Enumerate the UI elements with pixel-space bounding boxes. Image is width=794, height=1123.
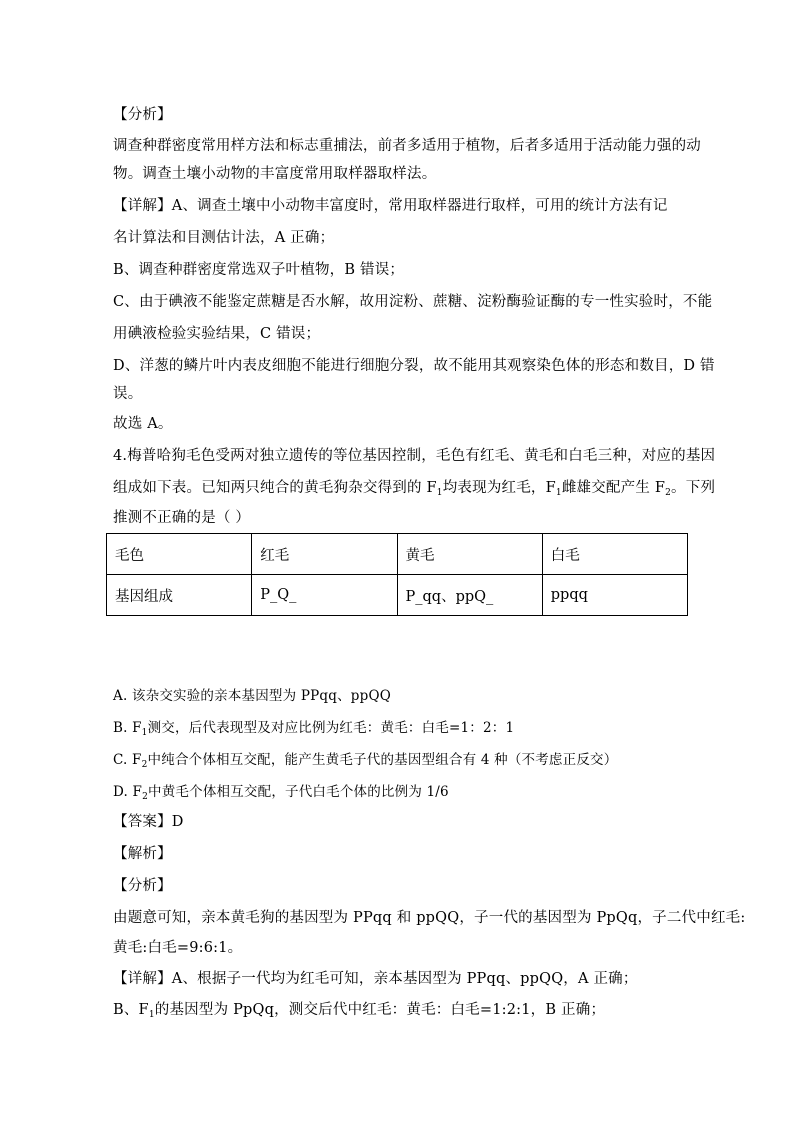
table-cell: 红毛 [252,534,397,575]
explanation-heading: 【解析】 [113,846,172,862]
table-cell: P_Q_ [252,575,397,616]
detail-text-l4: C、由于碘液不能鉴定蔗糖是否水解，故用淀粉、蔗糖、淀粉酶验证酶的专一性实验时，不能 [113,294,713,310]
analysis2-l2: 黄毛:白毛=9:6:1。 [113,940,243,956]
analysis2-l1: 由题意可知，亲本黄毛狗的基因型为 PPqq 和 ppQQ，子一代的基因型为 PpQq，子二代中红毛: [113,910,746,926]
table-cell: 黄毛 [397,534,542,575]
detail-text-l6: D、洋葱的鳞片叶内表皮细胞不能进行细胞分裂，故不能用其观察染色体的形态和数目，D 错 [113,358,715,374]
analysis-heading-2: 【分析】 [113,878,172,894]
table-row [107,575,688,616]
analysis-heading: 【分析】 [113,107,172,123]
table-cell: 基因组成 [107,575,252,616]
detail-text-l3: B、调查种群密度常选双子叶植物，B 错误； [113,262,405,278]
table-cell: 毛色 [107,534,252,575]
option-b: B. $F_1$测交，后代表现型及对应比例为红毛：黄毛：白毛=1：2：1 [113,720,515,738]
detail-text-l5: 用碘液检验实验结果，C 错误； [113,326,321,342]
detail-text-l2: 名计算法和目测估计法，A 正确； [113,230,335,246]
conclusion-text: 故选 A。 [113,416,173,432]
question-stem-l3: 推测不正确的是（ ） [113,510,251,526]
analysis2-l4: B、$F_1$的基因型为 PpQq，测交后代中红毛：黄毛：白毛=1:2:1，B 正确； [113,1002,606,1020]
table-cell: 白毛 [542,534,687,575]
option-d: D. $F_2$中黄毛个体相互交配，子代白毛个体的比例为 1/6 [113,784,449,802]
table-cell: ppqq [542,575,687,616]
option-a: A. 该杂交实验的亲本基因型为 PPqq、ppQQ [113,688,391,704]
answer-line: 【答案】D [113,814,184,830]
detail-text-l7: 误。 [113,386,143,402]
analysis2-l3: 【详解】A、根据子一代均为红毛可知，亲本基因型为 PPqq、ppQQ，A 正确； [113,971,638,987]
detail-text-l1: 【详解】A、调查土壤中小动物丰富度时，常用取样器进行取样，可用的统计方法有记 [113,198,668,214]
table-cell: P_qq、ppQ_ [397,575,542,616]
question-stem-l1: 4.梅普哈狗毛色受两对独立遗传的等位基因控制，毛色有红毛、黄毛和白毛三种，对应的基因 [113,448,716,464]
question-stem-l2: 组成如下表。已知两只纯合的黄毛狗杂交得到的 $F_1$均表现为红毛，$F_1$雌雄交配产生 $F_2$。下列 [113,480,716,498]
genotype-table [106,533,688,616]
analysis-text-l2: 物。调查土壤小动物的丰富度常用取样器取样法。 [113,166,437,182]
option-c: C. $F_2$中纯合个体相互交配，能产生黄毛子代的基因型组合有 4 种（不考虑正反交） [113,752,618,770]
table-row [107,534,688,575]
analysis-text-l1: 调查种群密度常用样方法和标志重捕法，前者多适用于植物，后者多适用于活动能力强的动 [113,138,701,154]
